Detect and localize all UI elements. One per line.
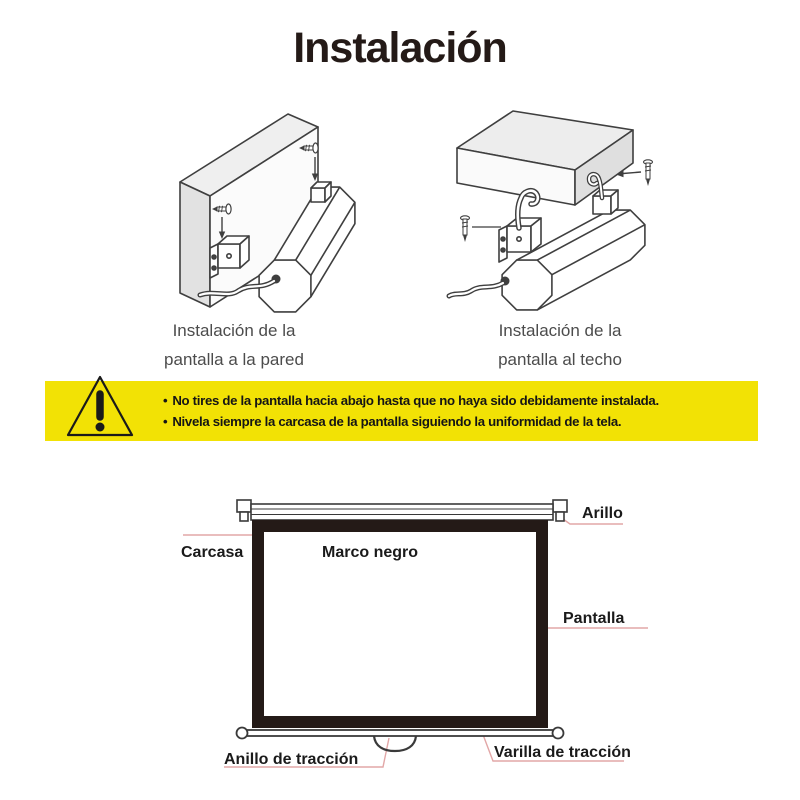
- ceiling-figure-caption: [460, 316, 660, 374]
- bullet-icon: •: [163, 393, 168, 408]
- label-marco-negro: Marco negro: [322, 544, 419, 561]
- rod-ring-right: [553, 728, 564, 739]
- warning-text-block: [163, 381, 754, 441]
- pull-rod-shape: [237, 728, 564, 739]
- housing-bar-shape: [237, 500, 567, 521]
- end-cap-left: [237, 500, 251, 512]
- pull-ring-shape: [374, 736, 416, 751]
- wall-installation-illustration: [148, 102, 393, 314]
- warning-triangle-icon: [65, 374, 135, 440]
- far-bracket-shape: [311, 182, 331, 202]
- screen-parts-diagram: [0, 475, 800, 800]
- label-carcasa: Carcasa: [181, 544, 244, 561]
- page-title: Instalación: [293, 24, 507, 72]
- wall-figure-caption: [134, 316, 334, 374]
- label-pantalla: Pantalla: [563, 610, 625, 627]
- caption-line: pantalla al techo: [498, 350, 622, 369]
- caption-line: pantalla a la pared: [164, 350, 304, 369]
- caption-line: Instalación de la: [498, 321, 622, 340]
- warning-bullet-2: • Nivela siempre la carcasa de la pantalla siguiendo la uniformidad de la tela.: [163, 414, 622, 429]
- end-cap-right-tab: [556, 512, 564, 521]
- caption-line: Instalación de la: [172, 321, 296, 340]
- warning-bullet-1: • No tires de la pantalla hacia abajo hasta que no haya sido debidamente instalada.: [163, 393, 659, 408]
- ceiling-installation-illustration: [443, 100, 705, 312]
- label-varilla-de-traccion: Varilla de tracción: [494, 744, 631, 761]
- power-cord-shape: [449, 277, 510, 297]
- screw-icon: [461, 216, 470, 242]
- label-anillo-de-traccion: Anillo de tracción: [224, 751, 359, 768]
- rod-ring-left: [237, 728, 248, 739]
- warning-banner: [45, 381, 758, 441]
- end-cap-right: [553, 500, 567, 512]
- end-cap-left-tab: [240, 512, 248, 521]
- screw-icon: [644, 160, 653, 186]
- far-bracket-shape: [593, 190, 618, 214]
- bullet-icon: •: [163, 414, 168, 429]
- label-arillo: Arillo: [582, 505, 623, 522]
